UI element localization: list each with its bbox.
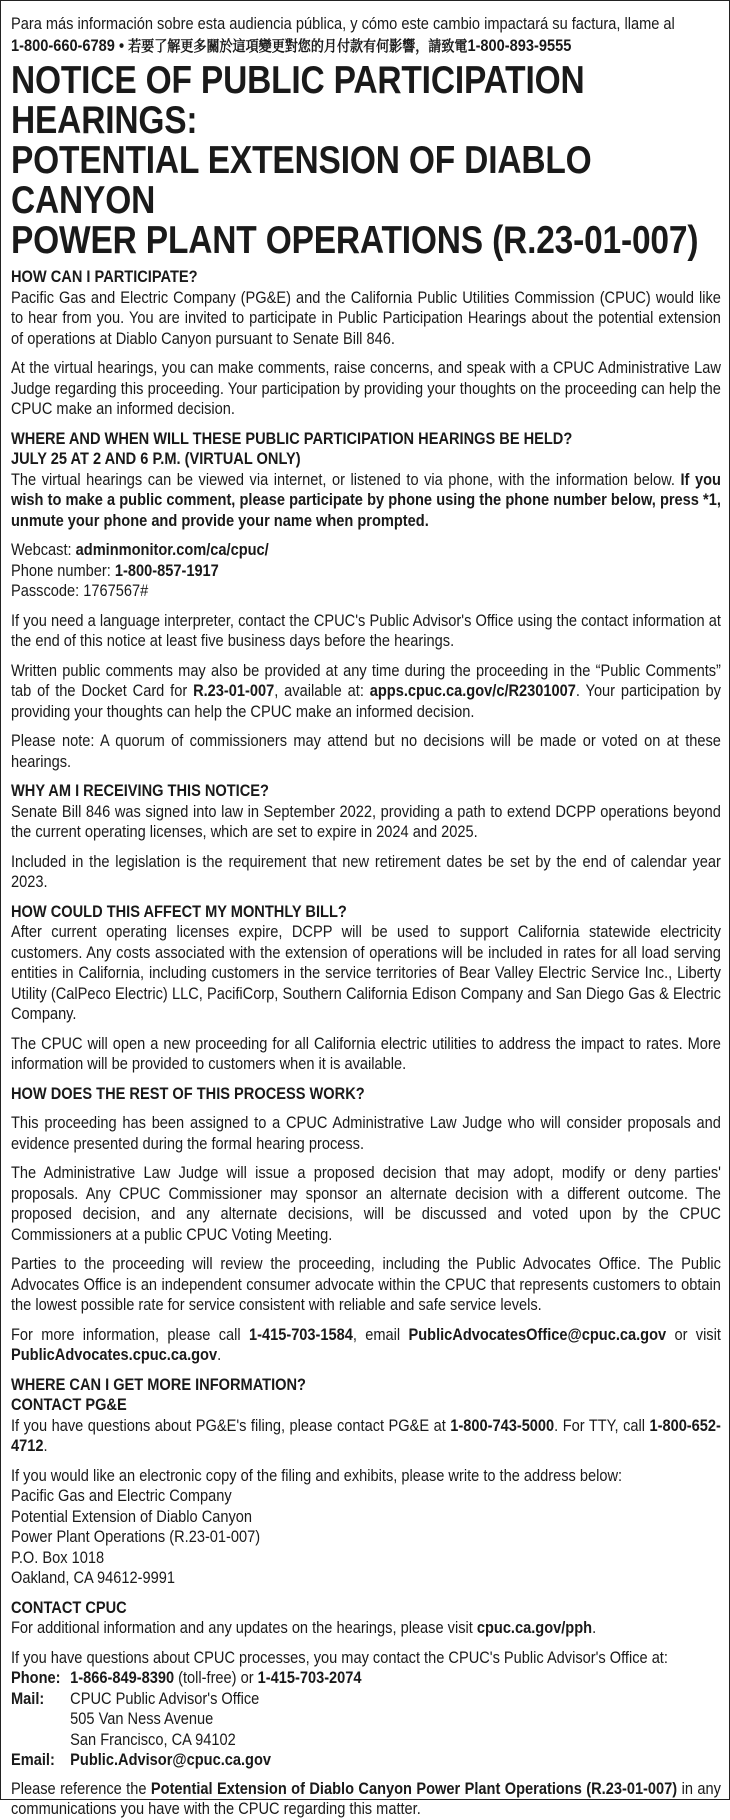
cpuc-pph-url[interactable]: cpuc.ca.gov/pph [476,1618,593,1637]
spacer [11,1771,721,1779]
pge-mailing-address [11,1486,721,1589]
why-paragraph-2: Included in the legislation is the requirement that new retirement dates be set by the end of calendar year 2023. [11,851,721,891]
passcode-line: Passcode: 1767567# [11,581,149,600]
advocates-phone[interactable]: 1-415-703-1584 [248,1324,353,1344]
page-title [11,61,721,261]
pge-text-c: . [43,1436,48,1455]
docket-number: R.23-01-007 [193,681,275,700]
where-when-heading: WHERE AND WHEN WILL THESE PUBLIC PARTICIPATION HEARINGS BE HELD? [11,428,573,448]
advocates-text-b: , email [352,1324,409,1344]
cpuc-text-a: For additional information and any updates on the hearings, please visit [11,1618,477,1637]
written-text-b: , available at: [274,681,370,700]
address-line: Oakland, CA 94612-9991 [11,1568,175,1587]
advisor-phone[interactable]: 1-415-703-2074 [257,1668,362,1687]
docket-card-url[interactable]: apps.cpuc.ca.gov/c/R2301007 [369,681,576,700]
email-label: Email: [11,1750,55,1769]
more-info-heading: WHERE CAN I GET MORE INFORMATION? [11,1374,306,1394]
virtual-hearing-text: The virtual hearings can be viewed via internet, or listened to via phone, with the information below. [11,469,681,489]
advocates-text-a: For more information, please call [11,1324,249,1344]
chinese-info-text: 若要了解更多關於這項變更對您的月付款有何影響，請致電 [128,37,468,55]
phone-number-line [11,561,721,582]
reference-text-a: Please reference the [11,1778,151,1798]
title-line-2: POTENTIAL EXTENSION OF DIABLO CANYON [11,139,592,222]
process-paragraph-3: Parties to the proceeding will review the proceeding, including the Public Advocates Office. The Public Advocates Office is an independent consumer advocate within the CPUC that represents customers to obtain the lowest possible rate for service consistent with reliable and safe service levels. [11,1254,721,1314]
advisor-mail-row [11,1689,721,1751]
pge-text-b: . For TTY, call [554,1415,650,1435]
participate-paragraph-2: At the virtual hearings, you can make comments, raise concerns, and speak with a CPUC Administrative Law Judge regarding this proceeding. Your participation by providing your thoughts on the proceeding can help the CPUC make an informed decision. [11,358,721,418]
quorum-note: Please note: A quorum of commissioners may attend but no decisions will be made or voted on at these hearings. [11,731,721,771]
interpreter-paragraph: If you need a language interpreter, contact the CPUC's Public Advisor's Office using the contact information at the end of this notice at least five business days before the hearings. [11,610,721,650]
participate-paragraph-1: Pacific Gas and Electric Company (PG&E) and the California Public Utilities Commission (CPUC) would like to hear from you. You are invited to participate in Public Participation Hearings about the potential extension of operations at Diablo Canyon pursuant to Senate Bill 846. [11,287,721,348]
virtual-hearing-paragraph [11,470,721,532]
process-paragraph-1: This proceeding has been assigned to a CPUC Administrative Law Judge who will consider proposals and evidence presented during the formal hearing process. [11,1113,721,1153]
advisor-email-row [11,1750,721,1771]
public-comment-instructions: If you wish to make a public comment, please participate by phone using the phone number below, press *1, unmute your phone and provide your name when prompted. [11,469,721,530]
cpuc-text-b: . [592,1618,597,1637]
webcast-url[interactable]: adminmonitor.com/ca/cpuc/ [75,540,269,559]
language-phone-line [11,35,721,57]
spanish-phone: 1-800-660-6789 [11,36,115,55]
pge-text-a: If you have questions about PG&E's filing, please contact PG&E at [11,1415,451,1435]
written-text-c: . Your participation by providing your thoughts can help the CPUC make an informed decision. [11,681,721,721]
electronic-copy-intro: If you would like an electronic copy of the filing and exhibits, please write to the address below: [11,1465,623,1485]
phone-number-label: Phone number: [11,560,115,580]
reference-note [11,1779,721,1820]
address-line: Potential Extension of Diablo Canyon [11,1506,253,1526]
pge-phone[interactable]: 1-800-743-5000 [450,1415,555,1435]
participate-heading: HOW CAN I PARTICIPATE? [11,267,198,286]
address-line: Pacific Gas and Electric Company [11,1486,232,1505]
reference-proceeding-name: Potential Extension of Diablo Canyon Power Plant Operations (R.23-01-007) [150,1778,678,1798]
reference-text-b: in any communications you have with the CPUC regarding this matter. [11,1778,721,1818]
bullet-separator: • [114,36,129,55]
hearing-phone-number[interactable]: 1-800-857-1917 [114,560,219,580]
mail-line: San Francisco, CA 94102 [70,1729,236,1749]
title-line-1: NOTICE OF PUBLIC PARTICIPATION HEARINGS: [11,59,585,142]
advocates-text-d: . [217,1345,222,1364]
bill-heading: HOW COULD THIS AFFECT MY MONTHLY BILL? [11,901,347,921]
why-heading: WHY AM I RECEIVING THIS NOTICE? [11,781,269,800]
bill-paragraph-1: After current operating licenses expire, DCPP will be used to support California statewide electricity customers. Any costs associated with the extension of operations will be included in rates for all load serving entities in California, including customers in the service territories of Bear Valley Electric Service Inc., Liberty Utility (CalPeco Electric) LLC, PacifiCorp, Southern California Edison Company and San Diego Gas & Electric Company. [11,922,721,1023]
title-line-3: POWER PLANT OPERATIONS (R.23-01-007) [11,219,699,262]
advocates-text-c: or visit [666,1324,721,1344]
hearing-date-line: JULY 25 AT 2 AND 6 P.M. (VIRTUAL ONLY) [11,449,301,468]
phone-label: Phone: [11,1668,61,1687]
notice-document [11,13,721,1820]
public-advocates-contact [11,1325,721,1366]
process-paragraph-2: The Administrative Law Judge will issue a proposed decision that may adopt, modify or deny parties' proposals. Any CPUC Commissioner may sponsor an alternate decision with a different outcome. The proposed decision, and any alternate decisions, will be discussed and voted upon by the CPUC Commissioners at a public CPUC Voting Meeting. [11,1163,721,1244]
pge-contact-line [11,1416,721,1457]
written-comments-paragraph [11,661,721,723]
address-line: Power Plant Operations (R.23-01-007) [11,1527,261,1546]
mail-line: CPUC Public Advisor's Office [70,1688,260,1708]
written-text-a: Written public comments may also be provided at any time during the proceeding in the “Public Comments” tab of the Docket Card for [11,660,721,700]
phone-mid-text: (toll-free) or [174,1668,258,1687]
advisor-email[interactable]: Public.Advisor@cpuc.ca.gov [70,1750,272,1769]
contact-cpuc-heading: CONTACT CPUC [11,1597,127,1617]
advisor-phone-row [11,1668,721,1689]
why-paragraph-1: Senate Bill 846 was signed into law in September 2022, providing a path to extend DCPP operations beyond the current operating licenses, which are set to expire in 2024 and 2025. [11,801,721,841]
cpuc-updates-line [11,1618,721,1639]
advocates-email[interactable]: PublicAdvocatesOffice@cpuc.ca.gov [408,1324,667,1344]
process-heading: HOW DOES THE REST OF THIS PROCESS WORK? [11,1083,365,1103]
chinese-phone: 1-800-893-9555 [467,36,572,55]
pge-tty-phone[interactable]: 1-800-652-4712 [11,1415,721,1455]
phone-values [70,1668,721,1689]
address-line: P.O. Box 1018 [11,1547,105,1567]
webcast-line [11,540,721,561]
spanish-info-line: Para más información sobre esta audiencia pública, y cómo este cambio impactará su factura, llame al [11,14,675,33]
webcast-label: Webcast: [11,540,76,559]
contact-pge-heading: CONTACT PG&E [11,1395,127,1414]
advisor-tollfree-phone[interactable]: 1-866-849-8390 [70,1668,175,1687]
mail-address [70,1689,721,1751]
bill-paragraph-2: The CPUC will open a new proceeding for all California electric utilities to address the impact to rates. More information will be provided to customers when it is available. [11,1033,721,1073]
mail-line: 505 Van Ness Avenue [70,1709,214,1728]
advocates-url[interactable]: PublicAdvocates.cpuc.ca.gov [11,1345,218,1364]
mail-label: Mail: [11,1688,45,1708]
advisor-intro: If you have questions about CPUC processes, you may contact the CPUC's Public Advisor's Office at: [11,1647,668,1667]
